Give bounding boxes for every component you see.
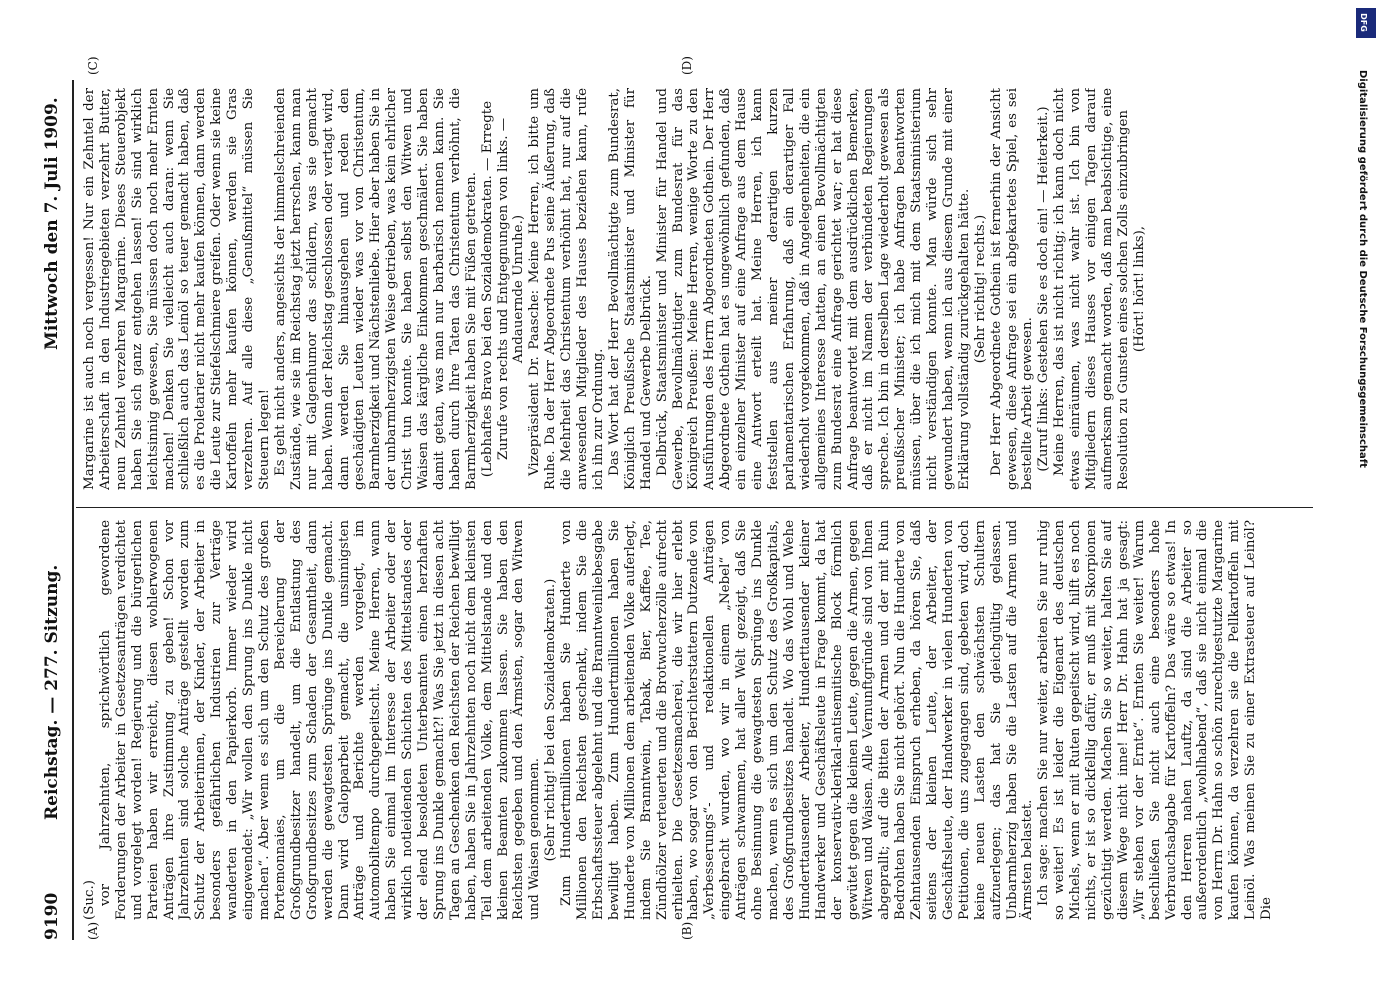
interjection: (Sehr richtig! rechts.): [972, 214, 988, 364]
page-header: [42, 80, 70, 940]
header-rule: [72, 80, 74, 940]
page-number: 9190: [42, 892, 62, 940]
digitization-note: [1350, 10, 1370, 990]
right-column: [82, 88, 1313, 490]
interjection: (Sehr richtig! bei den Sozialdemokraten.): [543, 578, 559, 862]
paragraph: Delbrück, Staatsminister und Minister für Handel und Gewerbe, Bevollmächtigter zum Bundesrat für das Königreich Preußen: Meine Herren, wenige Worte zu den Ausführungen des Herrn Abgeordneten Gothein. Der Herr Abgeordnete Gothein hat es ungewöhnlich gefunden, daß ein einzelner Minister auf eine Anfrage aus dem Hause eine Antwort erteilt hat. Meine Herren, ich kann feststellen aus meiner derartigen kurzen parlamentarischen Erfahrung, daß ein derartiger Fall wiederholt vorgekommen, daß in Angelegenheiten, die ein allgemeines Interesse hatten, an einen Bevollmächtigten zum Bundesrat eine Anfrage gerichtet war; er hat diese Anfrage beantwortet mit dem ausdrücklichen Bemerken, daß er nicht im Namen der verbündeten Regierungen spreche. Ich bin in derselben Lage wiederholt gewesen als preußischer Minister; ich habe Anfragen beantworten müssen, über die ich mich mit dem Staatsministerium nicht verständigen konnte. Man würde sich sehr gewundert haben, wenn ich aus diesem Grunde mit einer Erklärung vollständig zurückgehalten hätte.: [654, 88, 972, 490]
paragraph: Meine Herren, das ist nicht richtig; ich kann doch nicht etwas einräumen, was nicht wahr ist. Ich bin von Mitgliedern dieses Hauses vor einigen Tagen darauf aufmerksam gemacht worden, daß man beabsichtige, eine Resolution zu Gunsten eines solchen Zolls einzubringen: [1052, 88, 1131, 490]
paragraph: Der Herr Abgeordnete Gothein ist fernerhin der Ansicht gewesen, diese Anfrage sei ein abgekartetes Spiel, es sei bestellte Arbeit gewesen.: [988, 88, 1036, 490]
margin-marker-c: (C): [86, 56, 100, 75]
header-left-title: Reichstag. — 277. Sitzung.: [42, 564, 62, 820]
interjection: (Lebhaftes Bravo bei den Sozialdemokraten. — Erregte Zurufe von rechts und Entgegnungen von links. — Andauernde Unruhe.): [479, 100, 527, 478]
dfg-logo-text: DFG: [1358, 13, 1368, 32]
interjection: (Hört! hört! links),: [1131, 225, 1147, 353]
paragraph: Margarine ist auch noch vergessen! Nur ein Zehntel der Arbeiterschaft in den Industriegebieten verzehrt Butter, neun Zehntel verzehren Margarine. Dieses Steuerobjekt haben Sie sich ganz entgehen lassen! Sie sind wirklich leichtsinnig gewesen, Sie müssen doch noch mehr Ernten machen! Denken Sie vielleicht auch daran: wenn Sie schließlich auch das Leinöl so teuer gemacht haben, daß es die Proletarier nicht mehr kaufen können, dann werden die Leute zur Stiefelschmiere greifen. Oder wenn sie keine Kartoffeln mehr kaufen können, werden sie Gras verzehren. Auf alle diese „Genußmittel“ müssen Sie Steuern legen!: [82, 88, 272, 490]
margin-marker-b: (B): [680, 921, 694, 940]
paragraph: Ich sage: machen Sie nur weiter, arbeiten Sie nur ruhig so weiter! Es ist leider die Eigenart des deutschen Michels, wenn er mit Ruten gepeitscht wird, hilft es noch nichts, er ist so dickfellig dafür, er muß mit Skorpionen gezüchtigt werden. Machen Sie so weiter, halten Sie auf diesem Wege nicht inne! Herr Dr. Hahn hat ja gesagt: „Wir stehen vor der Ernte“. Ernten Sie weiter! Warum beschließen Sie nicht auch eine besonders hohe Verbrauchsabgabe für Kartoffeln? Das wäre so etwas! In den Herren nahen Lauftz, da sind die Arbeiter so außerordentlich „wohlhabend“, daß sie nicht einmal die von Herrn Dr. Hahn so schön zurechtgestutzte Margarine kaufen können, da verzehren sie die Pellkartoffeln mit Leinöl. Was meinen Sie zu einer Extrasteuer auf Leinöl? Die: [1036, 520, 1275, 920]
column-divider: [76, 507, 1313, 508]
left-column: [82, 520, 1313, 920]
paragraph: vor Jahrzehnten, sprichwörtlich gewordene Forderungen der Arbeiter in Gesetzesanträgen verdichtet und vorgelegt worden! Regierung und die bürgerlichen Parteien haben wir erreicht, diesen wohlerwogenen Anträgen ihre Zustimmung zu geben! Schon vor Jahrzehnten sind solche Anträge gestellt worden zum Schutz der Arbeiterinnen, der Kinder, der Arbeiter in besonders gefährlichen Industrien zur Verträge wanderten in den Papierkorb. Immer wieder wird eingewendet: „Wir wollen den Sprung ins Dunkle nicht machen“. Aber wenn es sich um den Schutz des großen Portemonnaies, um die Bereicherung der Großgrundbesitzer handelt, um die Entlastung des Großgrundbesitzes zum Schaden der Gesamtheit, dann werden die gewagtesten Sprünge ins Dunkle gemacht. Dann wird Galopparbeit gemacht, die unsinnigsten Anträge und Berichte werden vorgelegt, im Automobiltempo durchgepeitscht. Meine Herren, wann haben Sie einmal im Interesse der Arbeiter oder der wirklich notleidenden Schichten des Mittelstandes oder der elend besoldeten Unterbeamten einen herzhaften Sprung ins Dunkle gemacht?! Was Sie jetzt in diesen acht Tagen an Geschenken den Reichsten der Reichen bewilligt haben, haben Sie in Jahrzehnten noch nicht dem kleinsten Teil dem arbeitenden Volke, dem Mittelstande und den kleinen Beamten zukommen lassen. Sie haben den Reichsten gegeben und den Ärmsten, sogar den Witwen und Waisen genommen.: [97, 520, 543, 920]
paragraph: Es geht nicht anders, angesichts der himmelschreienden Zustände, wie sie im Reichstag jetzt herrschen, kann man nur mit Galgenhumor das schildern, was sie gemacht haben. Wenn der Reichstag geschlossen oder vertagt wird, dann werden Sie hinausgehen und reden den geschädigten Leuten wieder was vor von Christentum, Barmherzigkeit und Nächstenliebe. Hier aber haben Sie in der unbarmherzigsten Weise getrieben, was kein ehrlicher Christ tun konnte. Sie haben selbst den Witwen und Waisen das kärgliche Einkommen geschmälert. Sie haben damit getan, was man nur barbarisch nennen kann. Sie haben durch Ihre Taten das Christentum verhöhnt, die Barmherzigkeit haben Sie mit Füßen getreten.: [272, 88, 479, 490]
digitization-note-text: Digitalisierung gefördert durch die Deutsche Forschungsgemeinschaft: [1357, 70, 1368, 468]
paragraph: Vizepräsident Dr. Paasche: Meine Herren, ich bitte um Ruhe. Da der Herr Abgeordnete Pus seine Äußerung, daß die Mehrheit das Christentum verhöhnt hat, nur auf die anwesenden Mitglieder des Hauses beziehen kann, rufe ich ihn zur Ordnung.: [527, 88, 606, 490]
margin-marker-a: (A): [86, 921, 100, 940]
paragraph: Zum Hundertmillionen haben Sie Hunderte von Millionen den Reichsten geschenkt, indem Sie die Erbschaftssteuer abgelehnt und die Branntweinliebesgabe bewilligt haben. Zum Hundertmillionen haben Sie Hunderte von Millionen dem arbeitenden Volke auferlegt, indem Sie Branntwein, Tabak, Bier, Kaffee, Tee, Zündhölzer verteuerten und die Brotwucherzölle aufrecht erhielten. Die Gesetzesmacherei, die wir hier erlebt haben, wo sogar von den Berichterstattern Dutzende von „Verbesserungs“- und redaktionellen Anträgen eingebracht wurden, wo wir in einem „Nebel“ von Anträgen schwammen, hat aller Welt gezeigt, daß Sie ohne Besinnung die gewagtesten Sprünge ins Dunkle machen, wenn es sich um den Schutz des Großkapitals, des Großgrundbesitzes handelt. Wo das Wohl und Wehe Hunderttausender Arbeiter, Hunderttausender kleiner Handwerker und Geschäftsleute in Frage kommt, da hat der konservativ-klerikal-antisemitische Block förmlich gewütet gegen die kleinen Leute, gegen die Armen, gegen Witwen und Waisen. Alle Vernunftgründe sind von Ihnen abgeprallt; auf die Bitten der Armen und der mit Ruin Bedrohten haben Sie nicht gehört. Nun die Hunderte von Zehntausenden Einspruch erheben, da hören Sie, daß seitens der kleinen Leute, der Arbeiter, der Geschäftsleute, der Handwerker in vielen Hunderten von Petitionen, die uns zugegangen sind, gebeten wird, doch keine neuen Lasten den schwächsten Schultern aufzuerlegen; das hat Sie gleichgültig gelassen. Unbarmherzig haben Sie die Lasten auf die Armen und Ärmsten belastet.: [559, 520, 1036, 920]
paragraph: (Suc.): [82, 879, 97, 920]
paragraph: Das Wort hat der Herr Bevollmächtigte zum Bundesrat, Königlich Preußische Staatsminister und Minister für Handel und Gewerbe Delbrück.: [606, 88, 654, 490]
margin-marker-d: (D): [680, 56, 694, 75]
header-right-title: Mittwoch den 7. Juli 1909.: [42, 97, 62, 350]
interjection: (Zuruf links: Gestehen Sie es doch ein! — Heiterkeit.): [1036, 106, 1052, 472]
dfg-logo: [1356, 8, 1376, 38]
